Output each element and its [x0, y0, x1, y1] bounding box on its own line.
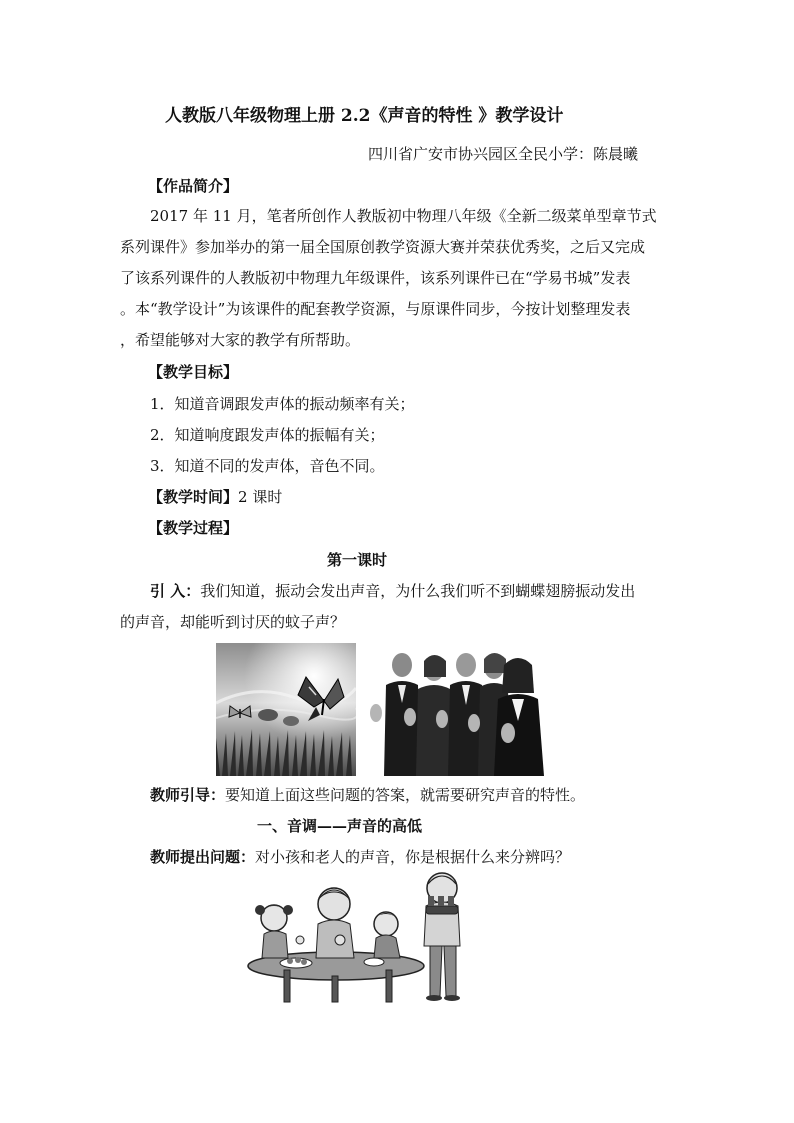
doc-title: 人教版八年级物理上册 2.2《声音的特性 》教学设计 — [165, 106, 564, 126]
intro-line-5: ，希望能够对大家的教学有所帮助。 — [120, 331, 361, 349]
goal-item-3: 3．知道不同的发声体，音色不同。 — [150, 457, 385, 475]
pitch-section-heading: 一、音调——声音的高低 — [257, 817, 423, 835]
intro-question-text-1: 我们知道，振动会发出声音，为什么我们听不到蝴蝶翅膀振动发出 — [200, 582, 636, 600]
teaching-time-value: 2 课时 — [238, 488, 283, 506]
applauding-people-photo — [362, 643, 548, 776]
lesson-one-heading: 第一课时 — [327, 551, 388, 569]
teacher-question-text: 对小孩和老人的声音，你是根据什么来分辨吗？ — [255, 848, 571, 866]
butterfly-photo — [216, 643, 356, 776]
goal-item-2: 2．知道响度跟发声体的振幅有关； — [150, 426, 385, 444]
intro-question-line-2: 的声音，却能听到讨厌的蚊子声？ — [120, 613, 346, 631]
goal-item-1: 1．知道音调跟发声体的振动频率有关； — [150, 395, 415, 413]
intro-line-3: 了该系列课件的人教版初中物理九年级课件，该系列课件已在“学易书城”发表 — [120, 269, 631, 287]
intro-line-1: 2017 年 11 月，笔者所创作人教版初中物理八年级《全新二级菜单型章节式 — [150, 207, 657, 225]
intro-question-line-1 — [150, 581, 635, 601]
intro-label: 引 入： — [150, 582, 201, 600]
family-illustration — [246, 866, 478, 1006]
section-intro-heading: 【作品简介】 — [148, 177, 239, 195]
teacher-question-line — [150, 847, 570, 867]
intro-line-2: 系列课件》参加举办的第一届全国原创教学资源大赛并荣获优秀奖，之后又完成 — [120, 238, 646, 256]
section-time-heading: 【教学时间】 — [148, 488, 239, 506]
teaching-time-line — [148, 487, 282, 507]
author-line: 四川省广安市协兴园区全民小学：陈晨曦 — [368, 145, 639, 163]
intro-line-4: 。本“教学设计”为该课件的配套教学资源，与原课件同步，今按计划整理发表 — [120, 300, 631, 318]
teacher-guide-label: 教师引导： — [150, 786, 226, 804]
section-process-heading: 【教学过程】 — [148, 519, 239, 537]
teacher-question-label: 教师提出问题： — [150, 848, 256, 866]
teacher-guide-line — [150, 785, 585, 805]
section-goal-heading: 【教学目标】 — [148, 363, 239, 381]
teacher-guide-text: 要知道上面这些问题的答案，就需要研究声音的特性。 — [225, 786, 586, 804]
